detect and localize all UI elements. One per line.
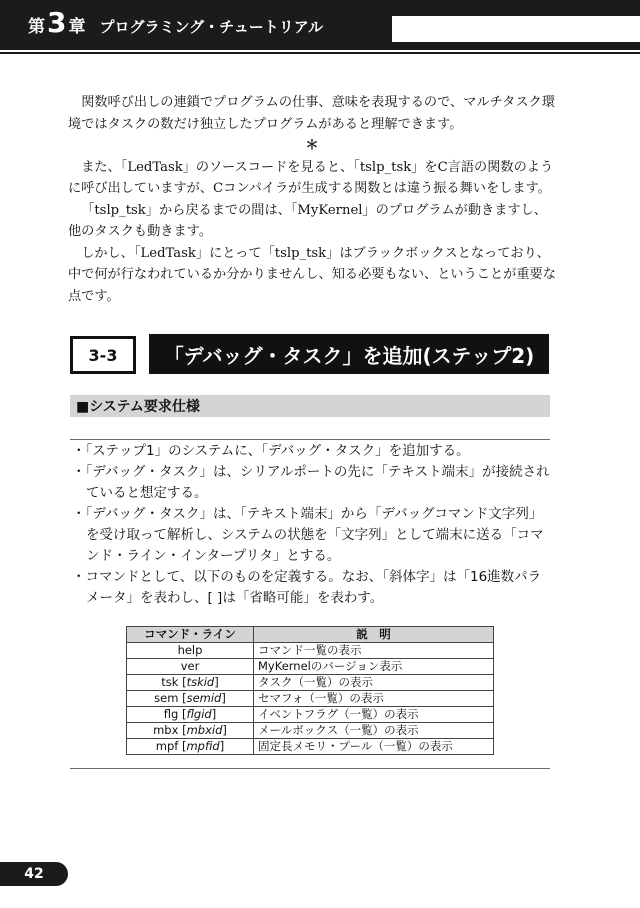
command-name: ver bbox=[180, 659, 200, 673]
description-cell: セマフォ（一覧）の表示 bbox=[254, 691, 494, 707]
paragraph: しかし、「LedTask」にとって「tslp_tsk」はブラックボックスとなっており、中で何が行なわれているか分かりませんし、知る必要もない、ということが重要な点です。 bbox=[68, 245, 556, 304]
spec-list bbox=[72, 441, 550, 609]
paragraph: 関数呼び出しの連鎖でプログラムの仕事、意味を表現するので、マルチタスク環境ではタスクの数だけ独立したプログラムがあると理解できます。 bbox=[68, 95, 555, 132]
command-param: tskid bbox=[186, 675, 215, 689]
command-cell bbox=[127, 659, 254, 675]
description-cell: タスク（一覧）の表示 bbox=[254, 675, 494, 691]
table-row bbox=[127, 675, 494, 691]
command-name: sem [ bbox=[154, 691, 187, 705]
body-text bbox=[68, 92, 556, 307]
command-cell bbox=[127, 723, 254, 739]
paragraph: 「tslp_tsk」から戻るまでの間は、「MyKernel」のプログラムが動きますし、他のタスクも動きます。 bbox=[68, 202, 547, 239]
chapter-suffix: 章 bbox=[68, 17, 86, 37]
command-table bbox=[126, 626, 494, 755]
command-cell bbox=[127, 643, 254, 659]
header-blank-box bbox=[392, 16, 640, 42]
list-item: ・ 「デバッグ・タスク」は、シリアルポートの先に「テキスト端末」が接続されていると想定する。 bbox=[72, 462, 550, 504]
description-cell: イベントフラグ（一覧）の表示 bbox=[254, 707, 494, 723]
command-name: mpf [ bbox=[155, 739, 187, 753]
list-item: ・ 「ステップ1」のシステムに、「デバッグ・タスク」を追加する。 bbox=[72, 441, 550, 462]
command-bracket: ] bbox=[214, 675, 219, 689]
description-cell: MyKernelのバージョン表示 bbox=[254, 659, 494, 675]
command-param: flgid bbox=[186, 707, 212, 721]
command-param: mpfid bbox=[186, 739, 220, 753]
page-number: 42 bbox=[0, 862, 68, 886]
spec-box bbox=[70, 439, 550, 769]
command-bracket: ] bbox=[219, 739, 225, 753]
table-row bbox=[127, 643, 494, 659]
column-header-description: 説 明 bbox=[254, 627, 494, 643]
description-cell: コマンド一覧の表示 bbox=[254, 643, 494, 659]
command-cell bbox=[127, 707, 254, 723]
command-name: tsk [ bbox=[161, 675, 187, 689]
list-item: ・ 「デバッグ・タスク」は、「テキスト端末」から「デバッグコマンド文字列」を受け取って解析し、システムの状態を「文字列」として端末に送る「コマンド・ライン・インタープリタ」とする。 bbox=[72, 504, 550, 567]
command-cell bbox=[127, 739, 254, 755]
table-row bbox=[127, 707, 494, 723]
description-cell: メールボックス（一覧）の表示 bbox=[254, 723, 494, 739]
command-bracket: ] bbox=[211, 707, 217, 721]
table-row bbox=[127, 691, 494, 707]
chapter-prefix: 第 bbox=[28, 17, 45, 37]
chapter-title: プログラミング・チュートリアル bbox=[99, 18, 324, 36]
section-title: 「デバッグ・タスク」を追加(ステップ2) bbox=[149, 334, 549, 374]
header-rule bbox=[0, 52, 640, 54]
command-param: mbxid bbox=[186, 723, 223, 737]
paragraph: また、「LedTask」のソースコードを見ると、「tslp_tsk」をC言語の関数のように呼び出していますが、Cコンパイラが生成する関数とは違う振る舞いをします。 bbox=[68, 159, 554, 196]
description-cell: 固定長メモリ・プール（一覧）の表示 bbox=[254, 739, 494, 755]
command-name: help bbox=[177, 643, 203, 657]
command-name: mbx [ bbox=[153, 723, 187, 737]
command-cell bbox=[127, 675, 254, 691]
table-row bbox=[127, 659, 494, 675]
table-header-row bbox=[127, 627, 494, 643]
subsection-title: ■システム要求仕様 bbox=[76, 399, 200, 415]
command-param: semid bbox=[186, 691, 222, 705]
command-cell bbox=[127, 691, 254, 707]
separator-asterisk: ＊ bbox=[305, 138, 319, 153]
table-row bbox=[127, 739, 494, 755]
chapter-number: 3 bbox=[47, 6, 67, 39]
section-number: 3-3 bbox=[70, 336, 136, 374]
command-bracket: ] bbox=[222, 723, 227, 737]
column-header-command: コマンド・ライン bbox=[127, 627, 254, 643]
command-name: flg [ bbox=[163, 707, 187, 721]
table-row bbox=[127, 723, 494, 739]
chapter-heading bbox=[28, 8, 323, 38]
list-item: ・ コマンドとして、以下のものを定義する。なお、「斜体字」は「16進数パラメータ」を表わし、[ ]は「省略可能」を表わす。 bbox=[72, 567, 550, 609]
command-bracket: ] bbox=[221, 691, 226, 705]
